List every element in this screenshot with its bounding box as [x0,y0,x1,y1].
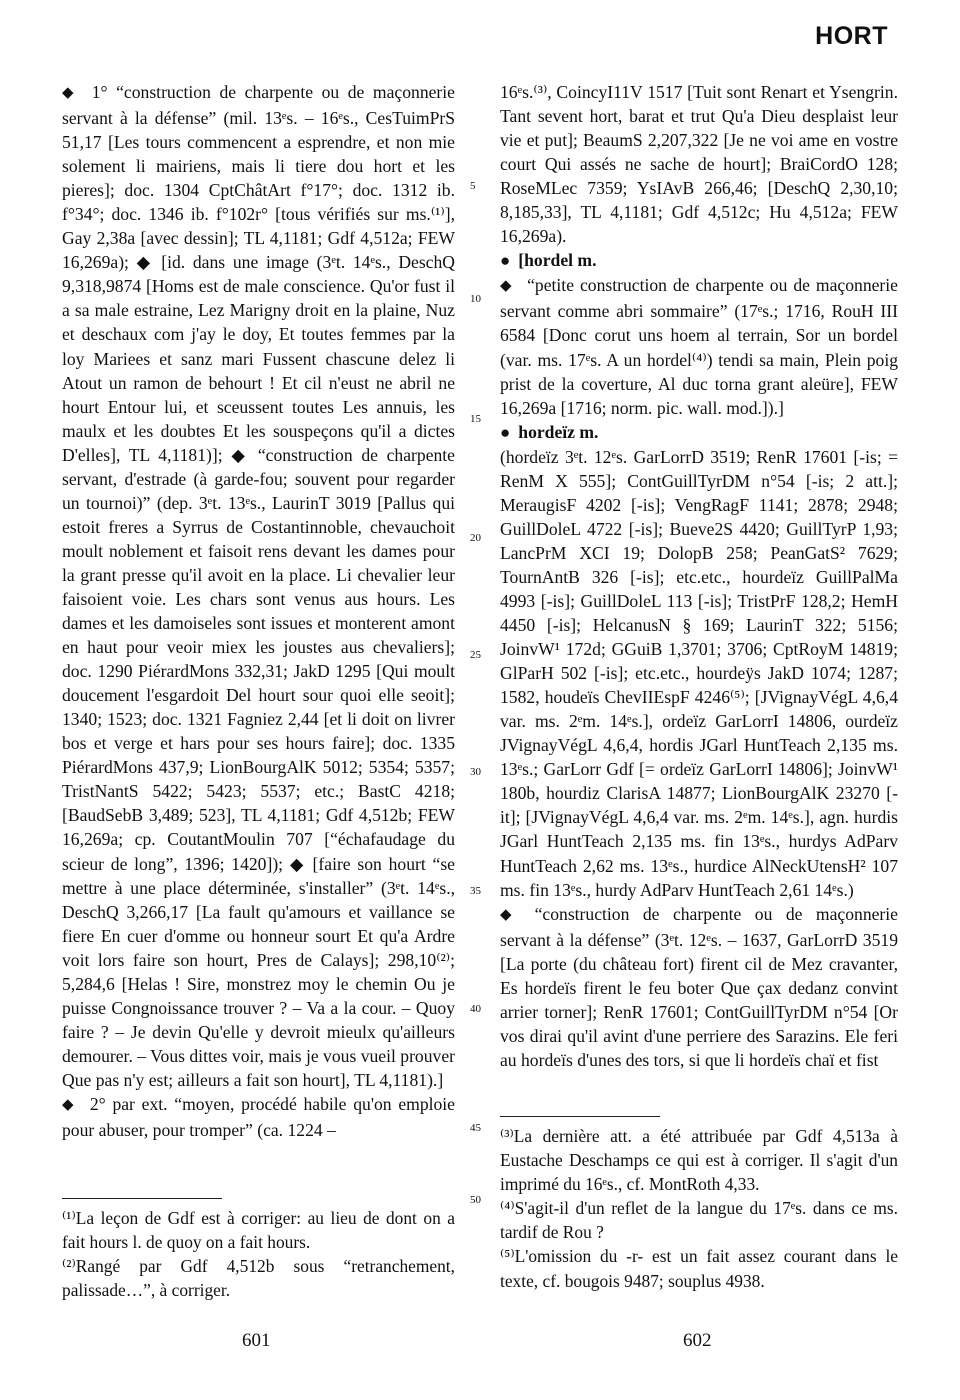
footnotes-left [62,1206,455,1302]
footnote-5: ⁽⁵⁾L'omission du -r- est un fait assez courant dans le texte, cf. bougois 9487; souplus 4938. [500,1246,898,1291]
right-column [500,80,898,1072]
entry-hordeiz-headword: hordeïz m. [518,421,599,442]
line-number: 35 [470,885,481,897]
line-number: 15 [470,413,481,425]
line-number: 40 [470,1003,481,1015]
entry-hordeiz-sense: ◆ “construction de charpente ou de maçonnerie servant à la défense” (3ᵉt. 12ᵉs. – 1637, GarLorrD 3519 [La porte (du château fort) firent cil de Mez cravanter, Es hordeïs firent le feu boter Que çax dedanz convint arrier torner]; RenR 17601; ContGuillTyrDM n°54 [Or vos dirai qu'il avint d'une perriere des Sarazins. Ele feri au hordeïs d'unes des tors, si que li hordeïs chaï et fist [500,902,898,1072]
line-number: 30 [470,766,481,778]
footnote-2: ⁽²⁾Rangé par Gdf 4,512b sous “retranchement, palissade…”, à corriger. [62,1256,455,1301]
entry-hordeiz-forms: (hordeïz 3ᵉt. 12ᵉs. GarLorrD 3519; RenR 17601 [-is; = RenM X 555]; ContGuillTyrDM n°54 [-is; 2 att.]; MeraugisF 4202 [-is]; VengRagF 1141; 2878; 2948; GuillDoleL 4722 [-is]; Bueve2S 4420; GuillTyrP 1,93; LancPrM XCI 19; DolopB 258; PeanGatS² 7629; TournAntB 326 [-is]; etc.etc., hourdeïz GuillPalMa 4993 [-is]; GuillDoleL 113 [-is]; TristPrF 128,2; HemH 4450 [-is]; HelcanusN § 169; LaurinT 322; 5156; JoinvW¹ 172d; GGuiB 1,3701; 3706; CptRoyM 14819; GlParH 502 [-is]; etc.etc., hourdeÿs JakD 1074; 1287; 1582, houdeïs ChevIIEspF 4246⁽⁵⁾; [JVignayVégL 4,6,4 var. ms. 2ᵉm. 14ᵉs.], ordeïz GarLorrI 14806, ourdeïz JVignayVégL 4,6,4, hordis JGarl HuntTeach 2,135 ms. 13ᵉs.; GarLorr Gdf [= ordeïz GarLorrI 14806]; JoinvW¹ 180b, hourdiz ClarisA 14877; LionBourgAlK 23270 [-it]; [JVignayVégL 4,6,4 var. ms. 2ᵉm. 14ᵉs.], agn. hurdis JGarl HuntTeach 2,135 ms. fin 13ᵉs., hurdys AdParv HuntTeach 2,62 ms. 13ᵉs., hurdice AlNeckUtensH² 107 ms. fin 13ᵉs., hurdy AdParv HuntTeach 2,61 14ᵉs.) [500,446,898,900]
entry-hordel-sense: ◆ “petite construction de charpente ou de maçonnerie servant comme abri sommaire” (17ᵉs.; 1716, RouH III 6584 [Donc corut uns hoem al terrain, Sor un bordel (var. ms. 17ᵉs. A un hordel⁽⁴⁾) tendi sa main, Plein poig prist de la coverture, Al duc torna grant aleüre], FEW 16,269a [1716; norm. pic. wall. mod.]).] [500,273,898,419]
entry-hordeiz-heading [500,420,898,445]
continuation-paragraph: 16ᵉs.⁽³⁾, CoincyI11V 1517 [Tuit sont Renart et Ysengrin. Tant sevent hort, barat et trut Qu'a Dieu desplaist leur vie et put]; BeaumS 2,207,322 [Je ne voi ame en vostre court Qui assés ne sache de hourt]; BraiCordO 128; RoseMLec 7359; YsIAvB 266,46; [DeschQ 2,30,10; 8,185,33], TL 4,1181; Gdf 4,512c; Hu 4,512a; FEW 16,269a). [500,82,898,247]
page-number-right: 602 [683,1330,712,1351]
left-column [62,80,455,1142]
footnote-3: ⁽³⁾La dernière att. a été attribuée par Gdf 4,513a à Eustache Deschamps ce qui est à corriger. Il s'agit d'un imprimé du 16ᵉs., cf. MontRoth 4,33. [500,1126,898,1195]
line-number: 10 [470,293,481,305]
footnote-4: ⁽⁴⁾S'agit-il d'un reflet de la langue du 17ᵉs. dans ce ms. tardif de Rou ? [500,1198,898,1243]
line-number: 25 [470,649,481,661]
footnote-1: ⁽¹⁾La leçon de Gdf est à corriger: au lieu de dont on a fait hours l. de quoy on a fait hours. [62,1208,455,1253]
page-number-left: 601 [242,1330,271,1351]
footnotes-right [500,1124,898,1293]
running-headword: HORT [815,22,888,50]
footnote-rule-right [500,1116,660,1117]
line-number: 5 [470,180,476,192]
sense-2-paragraph: ◆ 2° par ext. “moyen, procédé habile qu'on emploie pour abuser, pour tromper” (ca. 1224 – [62,1092,455,1142]
footnote-rule-left [62,1198,222,1199]
entry-hordel-heading [500,248,898,273]
entry-hordel-headword: [hordel m. [518,250,597,271]
line-number: 50 [470,1194,481,1206]
sense-1-paragraph: ◆ 1° “construction de charpente ou de maçonnerie servant à la défense” (mil. 13ᵉs. – 16ᵉs., CesTuimPrS 51,17 [Les tours commencent a esprendre, et non mie solement li mairiens, mais li tiere dou hort et les pieres]; doc. 1304 CptChâtArt f°17°; doc. 1312 ib. f°34°; doc. 1346 ib. f°102r° [tous vérifiés sur ms.⁽¹⁾], Gay 2,38a [avec dessin]; TL 4,1181; Gdf 4,512a; FEW 16,269a); ◆ [id. dans une image (3ᵉt. 14ᵉs., DeschQ 9,318,9874 [Homs est de male conscience. Qu'or fust il a sa male estraine, Lez Marigny droit en la plaine, Nuz et deschaux com j'ay le doy, Et toutes femmes par la loy Mariees et sanz mari Fussent chascune delez li Atout un ramon de behourt ! Et cil n'eust ne abril ne hourt Entour lui, et sceussent toutes Les annuis, les maulx et les doubtes Et les souspeçons qu'il a dictes D'elles], TL 4,1181)]; ◆ “construction de charpente servant, d'estrade (à garde-fou; souvent pour regarder un tournoi)” (dep. 3ᵉt. 13ᵉs., LaurinT 3019 [Pallus qui estoit freres a Syrrus de Costantinnoble, chevauchoit moult noblement et faisoit rens devant les dames pour la grant presse qu'il avoit en la place. Li chevalier leur faisoient voie. Les chars sont venus aus hours. Les dames et les damoiseles sont issues et monterent amont en haut pour veoir miex les joustes aus chevaliers]; doc. 1290 PiérardMons 332,31; JakD 1295 [Qui moult doucement l'esgardoit Del hourt sour quoi elle seoit]; 1340; 1523; doc. 1321 Fagniez 2,44 [et li doit on livrer bos et verge et hars pour ses hours faire]; doc. 1335 PiérardMons 437,9; LionBourgAlK 5012; 5354; 5357; TristNantS 5422; 5423; 5537; etc.; BastC 4218; [BaudSebB 3,489; 523], TL 4,1181; Gdf 4,512b; FEW 16,269a; cp. CoutantMoulin 707 [“échafaudage du scieur de long”, 1396; 1420]); ◆ [faire son hourt “se mettre à une place déterminée, s'installer” (3ᵉt. 14ᵉs., DeschQ 3,266,17 [La fault qu'amours et vaillance se fiere En cuer d'omme ou honneur sourt Et qu'a Ardre voit lors faire son hourt, Pres de Calays]; 298,10⁽²⁾; 5,284,6 [Helas ! Sire, monstrez moy le chemin Ou je puisse Congnoissance trouver ? – Va a la cour. – Quoy faire ? – Je devin Qu'elle y devroit mieulx qu'ailleurs demourer. – Vous dittes voir, mais je vous vueil prouver Que pas n'y est; ailleurs a fait son hourt], TL 4,1181).] [62,80,455,1092]
line-number: 20 [470,532,481,544]
line-number: 45 [470,1122,481,1134]
